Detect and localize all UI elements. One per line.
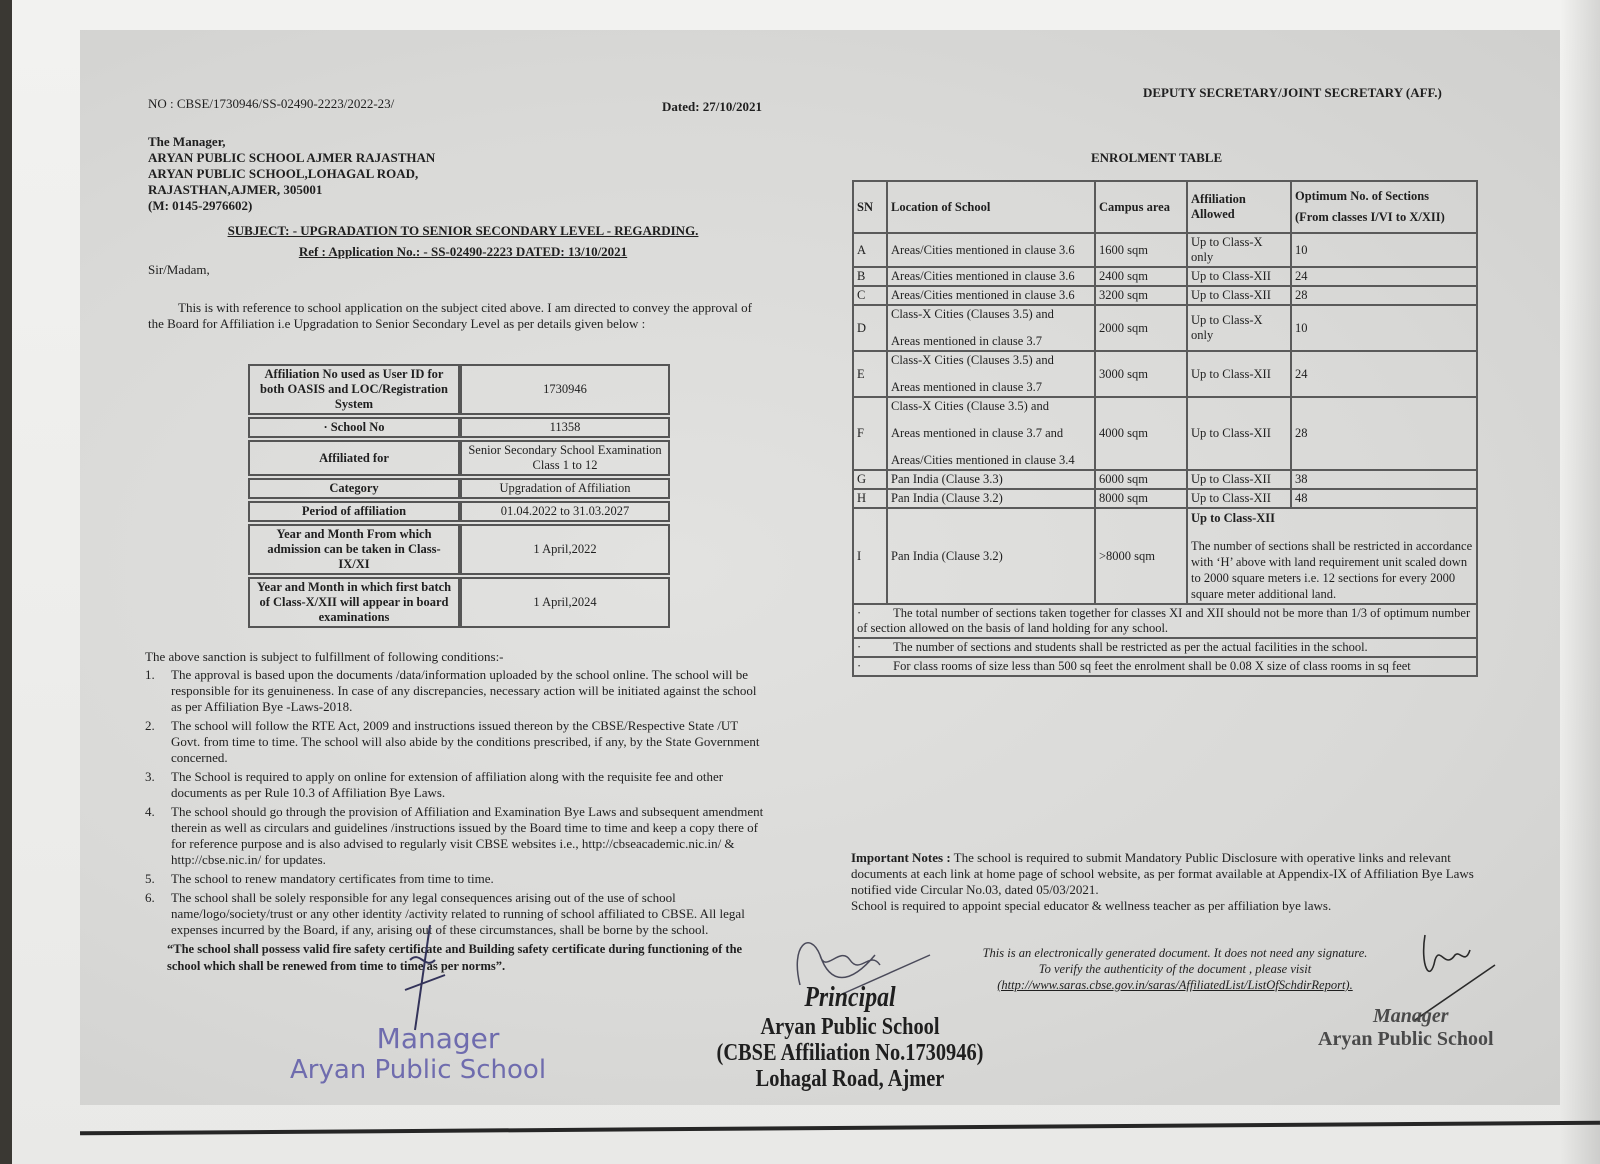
enrolment-row (853, 267, 1477, 286)
row-campus-area: 3000 sqm (1095, 351, 1187, 397)
enrolment-row (853, 470, 1477, 489)
header-location: Location of School (887, 181, 1095, 233)
row-affiliation-allowed: Up to Class-XII (1187, 470, 1291, 489)
condition-number: 1. (145, 667, 155, 682)
condition-item (145, 769, 765, 801)
condition-text: The School is required to apply on online for extension of affiliation along with the requisite fee and other documents as per Rule 10.3 of Affiliation Bye Laws. (171, 769, 724, 800)
letter-date: Dated: 27/10/2021 (662, 99, 763, 114)
address-line: RAJASTHAN,AJMER, 305001 (148, 182, 323, 197)
location-line: Areas mentioned in clause 3.7 and (891, 426, 1064, 440)
row-affiliation-allowed: Up to Class-XII (1187, 397, 1291, 470)
condition-item (145, 718, 765, 766)
header-sections-line1: Optimum No. of Sections (1295, 189, 1430, 203)
affiliation-details-table (248, 362, 670, 630)
manager2-school: Aryan Public School (1318, 1028, 1494, 1050)
row-affiliation-allowed: Up to Class-X only (1187, 305, 1291, 351)
affiliation-value: 1730946 (460, 364, 670, 415)
address-line: ARYAN PUBLIC SCHOOL AJMER RAJASTHAN (148, 150, 436, 165)
condition-text: The school to renew mandatory certificates from time to time. (171, 871, 494, 886)
row-location (887, 470, 1095, 489)
recipient-address (148, 134, 435, 214)
row-sn: F (853, 397, 887, 470)
affiliation-label: Period of affiliation (248, 501, 460, 522)
condition-text: The school shall be solely responsible for any legal consequences arising out of the use of school name/logo/society/trust or any other identity /activity related to running of school affiliated to CBSE. All legal expenses incurred by the Board, if any, arising out of these circumstances, shall be borne by the school. (171, 890, 745, 937)
row-optimum-sections: 10 (1291, 233, 1477, 267)
affiliation-value: 1 April,2024 (460, 577, 670, 628)
egen-line1: This is an electronically generated document. It does not need any signature. (982, 946, 1368, 960)
footnote-text: The total number of sections taken together for classes XI and XII should not be more than 1/3 of optimum number of section allowed on the basis of land holding for any school. (857, 606, 1471, 635)
row-location (887, 233, 1095, 267)
bullet-icon: · (857, 659, 862, 673)
row-location (887, 397, 1095, 470)
enrolment-row (853, 508, 1477, 604)
principal-school: Aryan Public School (760, 1014, 940, 1040)
enrolment-footnote (853, 638, 1477, 657)
location-line: Pan India (Clause 3.2) (891, 491, 1003, 505)
affiliation-row (248, 478, 670, 499)
row-sn: G (853, 470, 887, 489)
enrolment-table (852, 180, 1478, 677)
manager-school: Aryan Public School (290, 1055, 547, 1085)
location-line: Areas/Cities mentioned in clause 3.6 (891, 288, 1075, 302)
row-campus-area: 8000 sqm (1095, 489, 1187, 508)
enrolment-footnote (853, 604, 1477, 638)
row-campus-area: 3200 sqm (1095, 286, 1187, 305)
condition-item (145, 871, 765, 887)
manager-stamp-2 (1318, 1005, 1494, 1051)
location-line: Areas mentioned in clause 3.7 (891, 334, 1042, 348)
bullet-icon: · (857, 640, 862, 654)
condition-item (145, 667, 765, 715)
principal-address: Lohagal Road, Ajmer (755, 1066, 945, 1092)
row-optimum-sections: 38 (1291, 470, 1477, 489)
bullet-icon: · (857, 606, 862, 620)
header-sn: SN (853, 181, 887, 233)
affiliation-value: Senior Secondary School Examination Class 1 to 12 (460, 440, 670, 476)
row-campus-area: >8000 sqm (1095, 508, 1187, 604)
row-affiliation-allowed: Up to Class-XII (1187, 286, 1291, 305)
affiliation-label: Year and Month in which first batch of Class-X/XII will appear in board examinations (248, 577, 460, 628)
subject-line: SUBJECT: - UPGRADATION TO SENIOR SECONDARY LEVEL - REGARDING. (227, 223, 699, 238)
row-optimum-sections: 28 (1291, 286, 1477, 305)
row-location (887, 286, 1095, 305)
row-allowed-note (1187, 508, 1477, 604)
principal-affiliation: (CBSE Affiliation No.1730946) (716, 1040, 984, 1066)
enrolment-footnote-row (853, 604, 1477, 638)
affiliation-row (248, 524, 670, 575)
enrolment-row (853, 233, 1477, 267)
conditions-heading: The above sanction is subject to fulfillment of following conditions:- (145, 649, 504, 664)
affiliation-value: Upgradation of Affiliation (460, 478, 670, 499)
row-sn: E (853, 351, 887, 397)
row-optimum-sections: 24 (1291, 351, 1477, 397)
condition-text: The school will follow the RTE Act, 2009 and instructions issued thereon by the CBSE/Respective State /UT Govt. from time to time. The school will also abide by the conditions prescribed, if any, by the State Government concerned. (171, 718, 760, 765)
reference-line: Ref : Application No.: - SS-02490-2223 DATED: 13/10/2021 (298, 244, 628, 259)
row-affiliation-allowed: Up to Class-XII (1187, 267, 1291, 286)
address-line: The Manager, (148, 134, 226, 149)
header-campus-area: Campus area (1095, 181, 1187, 233)
affiliation-row (248, 417, 670, 438)
row-sn: H (853, 489, 887, 508)
enrolment-table-title: ENROLMENT TABLE (1091, 150, 1223, 165)
affiliation-row (248, 440, 670, 476)
condition-number: 3. (145, 769, 155, 784)
location-line: Pan India (Clause 3.3) (891, 472, 1003, 486)
row-location (887, 267, 1095, 286)
enrolment-footnote (853, 657, 1477, 676)
affiliation-label: Category (248, 478, 460, 499)
important-notes-label: Important Notes : (851, 850, 951, 865)
row-campus-area: 2400 sqm (1095, 267, 1187, 286)
principal-title: Principal (804, 982, 896, 1013)
address-line: (M: 0145-2976602) (148, 198, 253, 213)
condition-number: 2. (145, 718, 155, 733)
enrolment-row (853, 489, 1477, 508)
affiliation-value: 1 April,2022 (460, 524, 670, 575)
affiliation-label: Affiliation No used as User ID for both OASIS and LOC/Registration System (248, 364, 460, 415)
row-optimum-sections: 48 (1291, 489, 1477, 508)
header-optimum-sections (1291, 181, 1477, 233)
row-affiliation-allowed: Up to Class-X only (1187, 233, 1291, 267)
affiliation-value: 11358 (460, 417, 670, 438)
affiliation-row (248, 501, 670, 522)
conditions-list (145, 667, 765, 975)
enrolment-header-row (853, 181, 1477, 233)
row-location (887, 351, 1095, 397)
principal-stamp (680, 982, 1020, 1092)
row-affiliation-allowed: Up to Class-XII (1187, 489, 1291, 508)
row-sn: D (853, 305, 887, 351)
location-line: Class-X Cities (Clause 3.5) and (891, 399, 1049, 413)
location-line: Class-X Cities (Clauses 3.5) and (891, 307, 1054, 321)
manager-stamp (290, 1022, 546, 1085)
affiliation-row (248, 364, 670, 415)
row-campus-area: 6000 sqm (1095, 470, 1187, 489)
condition-text: The school should go through the provision of Affiliation and Examination Bye Laws and subsequent amendment therein as well as circulars and guidelines /instructions issued by the Board time to time and keep a copy there of for reference purpose and is also advised to regularly visit CBSE websites i.e., http://cbseacademic.nic.in/ & http://cbse.nic.in/ for updates. (171, 804, 764, 867)
manager-title: Manager (376, 1022, 500, 1055)
address-line: ARYAN PUBLIC SCHOOL,LOHAGAL ROAD, (148, 166, 419, 181)
row-location (887, 305, 1095, 351)
row-sn: B (853, 267, 887, 286)
condition-item (145, 890, 765, 938)
row-sn: C (853, 286, 887, 305)
affiliation-row (248, 577, 670, 628)
row-note-text: The number of sections shall be restricted in accordance with ‘H’ above with land requirement unit scaled down to 2000 square meters i.e. 12 sections for every 2000 square meter additional land. (1191, 539, 1473, 601)
location-line: Areas/Cities mentioned in clause 3.6 (891, 242, 1075, 257)
condition-number: 4. (145, 804, 155, 819)
row-campus-area: 2000 sqm (1095, 305, 1187, 351)
enrolment-footnote-row (853, 638, 1477, 657)
row-campus-area: 1600 sqm (1095, 233, 1187, 267)
affiliation-label: Affiliated for (248, 440, 460, 476)
enrolment-row (853, 305, 1477, 351)
row-campus-area: 4000 sqm (1095, 397, 1187, 470)
affiliation-value: 01.04.2022 to 31.03.2027 (460, 501, 670, 522)
row-sn: A (853, 233, 887, 267)
important-notes (851, 850, 1481, 914)
row-optimum-sections: 10 (1291, 305, 1477, 351)
fire-safety-quote: “The school shall possess valid fire safety certificate and Building safety certificate during functioning of the school which shall be renewed from time to time as per norms”. (167, 942, 743, 973)
page-shadow (1560, 0, 1600, 1164)
verification-link[interactable]: (http://www.saras.cbse.gov.in/saras/AffiliatedList/ListOfSchdirReport). (997, 978, 1353, 992)
important-notes-text2: School is required to appoint special educator & wellness teacher as per affiliation bye laws. (851, 898, 1332, 913)
manager2-title: Manager (1373, 1005, 1449, 1027)
reference-number: NO : CBSE/1730946/SS-02490-2223/2022-23/ (148, 96, 395, 111)
header-affiliation-allowed: Affiliation Allowed (1187, 181, 1291, 233)
enrolment-row (853, 286, 1477, 305)
important-notes-text: The school is required to submit Mandatory Public Disclosure with operative links and relevant documents at each link at home page of school website, as per format available at Appendix-IX of Affiliation Bye Laws notified vide Circular No.03, dated 05/03/2021. (851, 850, 1474, 897)
footnote-text: The number of sections and students shall be restricted as per the actual facilities in the school. (893, 640, 1368, 654)
row-sn: I (853, 508, 887, 604)
footnote-text: For class rooms of size less than 500 sq feet the enrolment shall be 0.08 X size of class rooms in sq feet (893, 659, 1411, 673)
condition-number: 6. (145, 890, 155, 905)
enrolment-row (853, 351, 1477, 397)
row-location (887, 489, 1095, 508)
affiliation-label: · School No (248, 417, 460, 438)
intro-paragraph: This is with reference to school application on the subject cited above. I am directed to convey the approval of the Board for Affiliation i.e Upgradation to Senior Secondary Level as per details given below : (148, 300, 752, 331)
affiliation-label: Year and Month From which admission can be taken in Class-IX/XI (248, 524, 460, 575)
salutation: Sir/Madam, (148, 262, 210, 277)
enrolment-footnote-row (853, 657, 1477, 676)
row-optimum-sections: 28 (1291, 397, 1477, 470)
location-line: Class-X Cities (Clauses 3.5) and (891, 353, 1054, 367)
location-line: Areas/Cities mentioned in clause 3.4 (891, 453, 1075, 467)
egen-line2: To verify the authenticity of the document , please visit (1038, 962, 1312, 976)
condition-item (145, 804, 765, 868)
row-affiliation-allowed: Up to Class-XII (1187, 351, 1291, 397)
row-location: Pan India (Clause 3.2) (887, 508, 1095, 604)
row-affiliation-allowed: Up to Class-XII (1191, 511, 1276, 525)
header-sections-line2: (From classes I/VI to X/XII) (1295, 210, 1445, 224)
signatory-title: DEPUTY SECRETARY/JOINT SECRETARY (AFF.) (1143, 85, 1442, 100)
location-line: Areas mentioned in clause 3.7 (891, 380, 1042, 394)
condition-text: The approval is based upon the documents /data/information uploaded by the school online. The school will be responsible for its genuineness. In case of any discrepancies, necessary action will be initiated against the school as per Affiliation Bye -Laws-2018. (171, 667, 757, 714)
location-line: Areas/Cities mentioned in clause 3.6 (891, 269, 1075, 283)
condition-number: 5. (145, 871, 155, 886)
enrolment-row (853, 397, 1477, 470)
subject-block (148, 220, 778, 262)
row-optimum-sections: 24 (1291, 267, 1477, 286)
